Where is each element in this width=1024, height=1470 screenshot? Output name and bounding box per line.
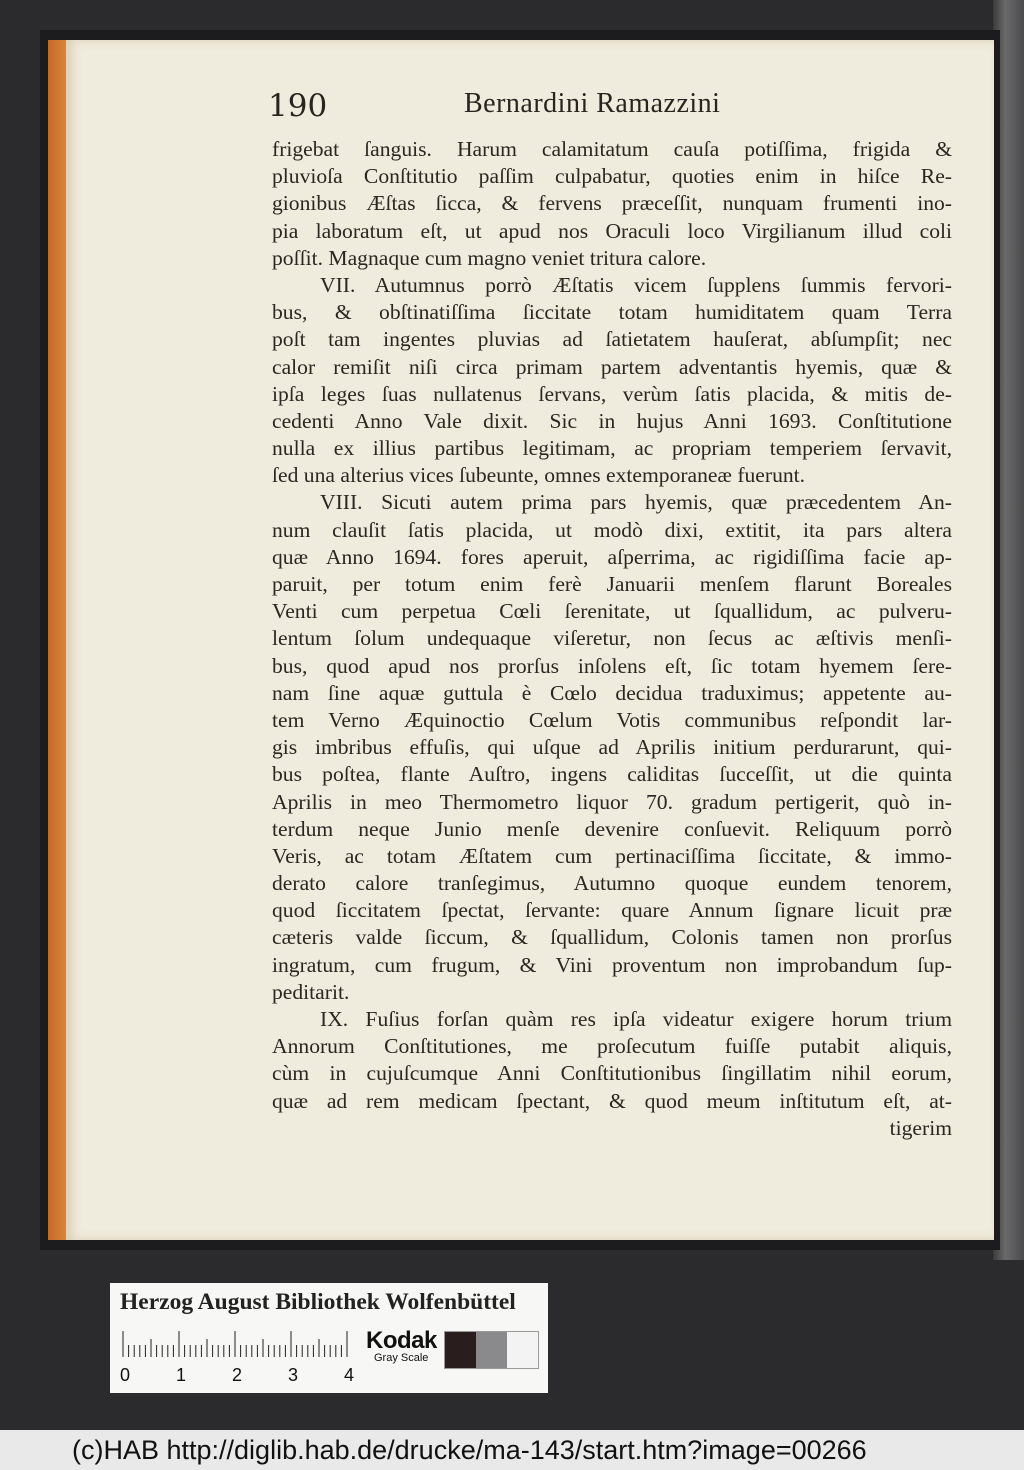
text-line: frigebat ſanguis. Harum calamitatum cauſa potiſſima, frigida & — [272, 137, 952, 161]
text-line: lentum ſolum undequaque viſeretur, non ſecus ac æſtivis menſi- — [272, 626, 952, 651]
text-line: Annorum Conſtitutiones, me proſecutum fuiſſe putabit aliquis, — [272, 1034, 952, 1059]
copyright-url[interactable]: (c)HAB http://diglib.hab.de/drucke/ma-143/start.htm?image=00266 — [72, 1435, 867, 1465]
text-line: cæteris valde ſiccum, & ſquallidum, Colonis tamen non prorſus — [272, 925, 952, 950]
ruler-number: 2 — [232, 1365, 243, 1385]
text-line: VII. Autumnus porrò Æſtatis vicem ſupplens ſummis fervori- — [320, 272, 952, 297]
text-line: cùm in cujuſcumque Anni Conſtitutionibus ſingillatim nihil eorum, — [272, 1061, 952, 1086]
text-line: ipſa leges ſuas nullatenus ſervans, verùm ſatis placida, & mitis de- — [272, 381, 952, 406]
text-line: quæ ad rem medicam ſpectant, & quod meum inſtitutum eſt, at- — [272, 1088, 952, 1113]
text-line: terdum neque Junio menſe devenire conſuevit. Reliquum porrò — [272, 816, 952, 841]
catchword: tigerim — [889, 1115, 952, 1140]
text-line: poſt tam ingentes pluvias ad ſatietatem hauſerat, abſumpſit; nec — [272, 327, 952, 352]
text-line: derato calore tranſegimus, Autumno quoque eundem tenorem, — [272, 871, 952, 896]
library-name: Herzog August Bibliothek Wolfenbüttel — [120, 1289, 516, 1315]
ruler-number: 1 — [176, 1365, 187, 1385]
text-line: gionibus Æſtas ſicca, & fervens præceſſit, nunquam frumenti ino- — [272, 191, 952, 216]
text-line: pluvioſa Conſtitutio paſſim culpabatur, quoties enim in hiſce Re- — [272, 164, 952, 189]
text-line: poſſit. Magnaque cum magno veniet tritura calore. — [272, 245, 707, 270]
text-line: quæ Anno 1694. fores aperuit, aſperrima, ac rigidiſſima facie ap- — [272, 544, 952, 569]
text-line: VIII. Sicuti autem prima pars hyemis, quæ præcedentem An- — [320, 490, 952, 515]
gray-swatches — [444, 1331, 539, 1369]
library-color-target — [110, 1283, 548, 1393]
kodak-logo: Kodak — [366, 1327, 437, 1354]
body-text — [272, 136, 952, 1142]
gray-scale-label: Gray Scale — [374, 1352, 429, 1364]
footer-bar — [0, 1430, 1024, 1470]
text-line: pia laboratum eſt, ut apud nos Oraculi loco Virgilianum illud coli — [272, 218, 952, 243]
text-line: IX. Fuſius forſan quàm res ipſa videatur exigere horum trium — [320, 1007, 952, 1031]
text-line: num clauſit ſatis placida, ut modò dixi, extitit, ita pars altera — [272, 517, 952, 542]
swatch-light — [507, 1332, 538, 1368]
text-line: quod ſiccitatem ſpectat, ſervante: quare Annum ſignare licuit præ — [272, 898, 952, 923]
ruler-number: 4 — [344, 1365, 355, 1385]
text-line: Aprilis in meo Thermometro liquor 70. gradum pertigerit, quò in- — [272, 789, 952, 814]
page-header — [268, 88, 968, 132]
text-line: bus, quod apud nos prorſus inſolens eſt, ſic totam hyemem ſere- — [272, 653, 952, 678]
swatch-dark — [445, 1332, 476, 1368]
text-line: nulla ex illius partibus legitimam, ac propriam temperiem ſervavit, — [272, 436, 952, 461]
text-line: Veris, ac totam Æſtatem cum pertinaciſſima ſiccitate, & immo- — [272, 843, 952, 868]
ruler-numbers — [118, 1365, 358, 1387]
text-line: nam ſine aquæ guttula è Cœlo decidua traduximus; appetente au- — [272, 680, 952, 705]
ruler-number: 0 — [120, 1365, 131, 1385]
text-line: calor remiſit niſi circa primam partem adventantis hyemis, quæ & — [272, 354, 952, 379]
page-number: 190 — [268, 88, 328, 124]
text-line: bus, & obſtinatiſſima ſiccitate totam humiditatem quam Terra — [272, 300, 952, 325]
text-line: Venti cum perpetua Cœli ſerenitate, ut ſquallidum, ac pulveru- — [272, 599, 952, 624]
running-title: Bernardini Ramazzini — [464, 88, 721, 119]
text-line: cedenti Anno Vale dixit. Sic in hujus Anni 1693. Conſtitutione — [272, 408, 952, 433]
text-line: peditarit. — [272, 979, 350, 1004]
text-line: ſed una alterius vices ſubeunte, omnes extemporaneæ fuerunt. — [272, 463, 806, 488]
ruler-scale — [122, 1331, 352, 1357]
text-line: paruit, per totum enim ferè Januarii menſem flarunt Boreales — [272, 572, 952, 596]
text-line: gis imbribus effuſis, qui uſque ad Aprilis initium perdurarunt, qui- — [272, 735, 952, 760]
text-line: bus poſtea, flante Auſtro, ingens caliditas ſucceſſit, ut die quinta — [272, 762, 952, 787]
text-line: ingratum, cum frugum, & Vini proventum non improbandum ſup- — [272, 952, 952, 977]
text-line: tem Verno Æquinoctio Cœlum Votis communibus reſpondit lar- — [272, 707, 952, 732]
swatch-mid — [476, 1332, 507, 1368]
ruler-number: 3 — [288, 1365, 299, 1385]
